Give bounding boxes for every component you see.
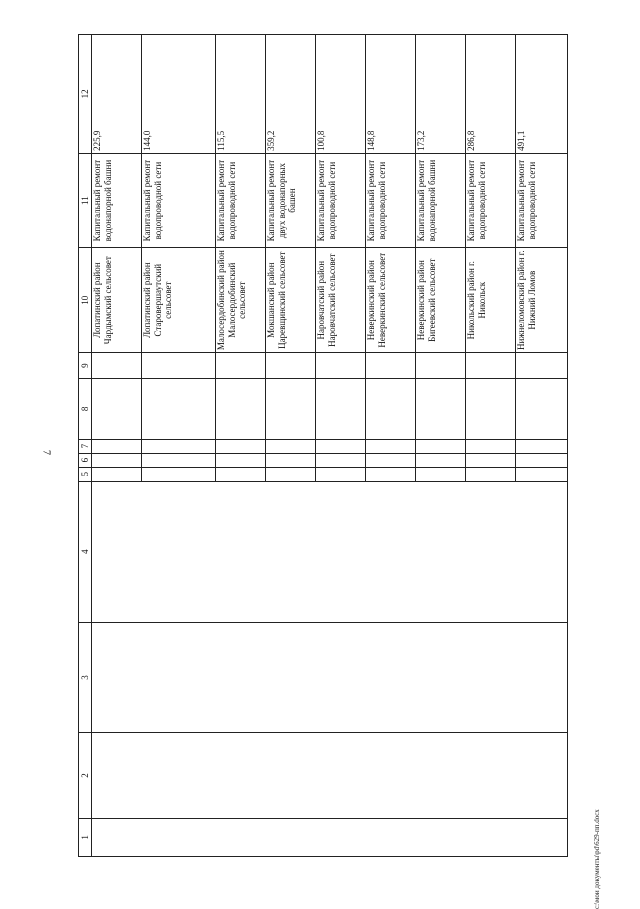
header-cell-11: 11 xyxy=(79,153,92,248)
rotated-table-frame xyxy=(78,34,566,857)
work-cell: Капитальный ремонт водопроводной сети xyxy=(516,153,568,248)
cell-empty xyxy=(92,453,142,467)
header-cell-3: 3 xyxy=(79,622,92,733)
cell-empty xyxy=(366,353,416,379)
header-cell-5: 5 xyxy=(79,467,92,481)
cell-empty xyxy=(142,467,216,481)
cell-empty xyxy=(366,453,416,467)
merged-empty-cell xyxy=(92,818,568,856)
value-cell: 173,2 xyxy=(416,35,466,154)
cell-empty xyxy=(266,353,316,379)
district-cell: Малосердобинский район Малосердобинский сельсовет xyxy=(216,248,266,353)
header-cell-12: 12 xyxy=(79,35,92,154)
value-cell: 115,5 xyxy=(216,35,266,154)
cell-empty xyxy=(466,467,516,481)
table-row xyxy=(92,35,142,857)
cell-empty xyxy=(142,353,216,379)
cell-empty xyxy=(216,467,266,481)
cell-empty xyxy=(366,467,416,481)
cell-empty xyxy=(316,439,366,453)
district-cell: Наровчатский район Наровчатский сельсовет xyxy=(316,248,366,353)
work-cell: Капитальный ремонт двух водонапорных башен xyxy=(266,153,316,248)
cell-empty xyxy=(266,467,316,481)
district-cell: Лопатинский район Старовершаутский сельсовет xyxy=(142,248,216,353)
cell-empty xyxy=(416,467,466,481)
cell-empty xyxy=(416,453,466,467)
cell-empty xyxy=(316,353,366,379)
cell-empty xyxy=(316,453,366,467)
cell-empty xyxy=(366,439,416,453)
header-cell-2: 2 xyxy=(79,733,92,819)
merged-empty-cell xyxy=(92,481,568,622)
cell-empty xyxy=(216,439,266,453)
cell-empty xyxy=(316,379,366,439)
cell-empty xyxy=(366,379,416,439)
page-number: 7 xyxy=(40,450,52,455)
value-cell: 286,8 xyxy=(466,35,516,154)
value-cell: 225,9 xyxy=(92,35,142,154)
work-cell: Капитальный ремонт водонапорной башни xyxy=(92,153,142,248)
cell-empty xyxy=(516,453,568,467)
cell-empty xyxy=(516,379,568,439)
work-cell: Капитальный ремонт водопроводной сети xyxy=(216,153,266,248)
header-cell-6: 6 xyxy=(79,453,92,467)
value-cell: 148,8 xyxy=(366,35,416,154)
cell-empty xyxy=(142,439,216,453)
cell-empty xyxy=(92,379,142,439)
cell-empty xyxy=(416,439,466,453)
district-cell: Неверкинский район Неверкинский сельсовет xyxy=(366,248,416,353)
cell-empty xyxy=(142,453,216,467)
cell-empty xyxy=(316,467,366,481)
merged-empty-cell xyxy=(92,733,568,819)
cell-empty xyxy=(216,353,266,379)
cell-empty xyxy=(142,379,216,439)
cell-empty xyxy=(416,353,466,379)
header-cell-4: 4 xyxy=(79,481,92,622)
header-cell-7: 7 xyxy=(79,439,92,453)
cell-empty xyxy=(266,379,316,439)
district-cell: Никольский район г. Никольск xyxy=(466,248,516,353)
value-cell: 491,1 xyxy=(516,35,568,154)
work-cell: Капитальный ремонт водопроводной сети xyxy=(366,153,416,248)
cell-empty xyxy=(266,453,316,467)
cell-empty xyxy=(516,353,568,379)
cell-empty xyxy=(466,453,516,467)
header-cell-9: 9 xyxy=(79,353,92,379)
value-cell: 359,2 xyxy=(266,35,316,154)
cell-empty xyxy=(466,379,516,439)
cell-empty xyxy=(416,379,466,439)
header-cell-10: 10 xyxy=(79,248,92,353)
district-cell: Мокшанский район Царевщинский сельсовет xyxy=(266,248,316,353)
work-cell: Капитальный ремонт водопроводной сети xyxy=(142,153,216,248)
table-container xyxy=(78,34,566,857)
district-cell: Лопатинский район Чардымский сельсовет xyxy=(92,248,142,353)
cell-empty xyxy=(516,467,568,481)
cell-empty xyxy=(216,453,266,467)
cell-empty xyxy=(516,439,568,453)
cell-empty xyxy=(92,353,142,379)
cell-empty xyxy=(92,439,142,453)
header-cell-1: 1 xyxy=(79,818,92,856)
district-cell: Нижнеломовский район г. Нижний Ломов xyxy=(516,248,568,353)
cell-empty xyxy=(466,439,516,453)
header-row xyxy=(79,35,92,857)
cell-empty xyxy=(92,467,142,481)
data-table xyxy=(78,34,568,857)
value-cell: 144,0 xyxy=(142,35,216,154)
district-cell: Неверкинский район Бигеевский сельсовет xyxy=(416,248,466,353)
cell-empty xyxy=(216,379,266,439)
merged-empty-cell xyxy=(92,622,568,733)
work-cell: Капитальный ремонт водонапорной башни xyxy=(416,153,466,248)
cell-empty xyxy=(266,439,316,453)
footer-file-path: с:\мои документы\pd\629-пп.docx xyxy=(593,809,601,909)
work-cell: Капитальный ремонт водопроводной сети xyxy=(466,153,516,248)
work-cell: Капитальный ремонт водопроводной сети xyxy=(316,153,366,248)
header-cell-8: 8 xyxy=(79,379,92,439)
cell-empty xyxy=(466,353,516,379)
value-cell: 100,8 xyxy=(316,35,366,154)
